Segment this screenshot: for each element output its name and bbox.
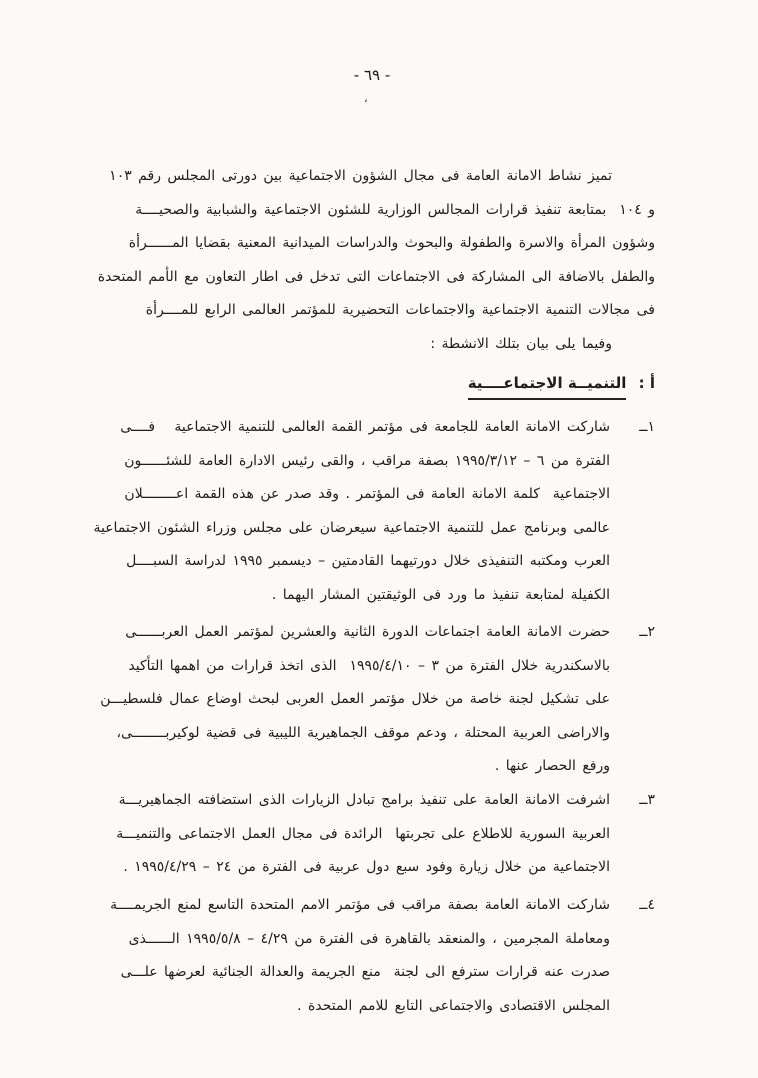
list-item-3: [102, 784, 655, 885]
item-line: بالاسكندرية خلال الفترة من ٣ – ١٩٩٥/٤/١٠ الذى اتخذ قرارات من اهمها التأكيد: [128, 657, 610, 674]
list-item-2: [102, 616, 655, 784]
item-line: على تشكيل لجنة خاصة من خلال مؤتمر العمل العربى لبحث اوضاع عمال فلسطيـــن: [100, 691, 610, 708]
item-line: شاركت الامانة العامة للجامعة فى مؤتمر القمة العالمى للتنمية الاجتماعية فــــى: [120, 419, 610, 435]
item-line: صدرت عنه قرارات سترفع الى لجنة منع الجريمة والعدالة الجنائية لعرضها علـــى: [120, 964, 610, 981]
item-line: العربية السورية للاطلاع على تجربتها الرائدة فى مجال العمل الاجتماعى والتنميـــة: [116, 825, 610, 842]
intro-line: وفيما يلى بيان بتلك الانشطة :: [430, 335, 612, 352]
item-line: المجلس الاقتصادى والاجتماعى التابع للامم المتحدة .: [297, 997, 610, 1014]
list-item-1: [93, 411, 655, 613]
intro-line: تميز نشاط الامانة العامة فى مجال الشؤون الاجتماعية بين دورتى المجلس رقم ١٠٣: [109, 168, 612, 184]
item-line: اشرفت الامانة العامة على تنفيذ برامج تبادل الزيارات الذى استضافته الجماهيريـــة: [118, 792, 610, 808]
item-line: والاراضى العربية المحتلة ، ودعم موقف الجماهيرية الليبية فى قضية لوكيربــــــــى،: [116, 724, 610, 741]
item-number: ٤ــ: [639, 897, 655, 913]
item-line: حضرت الامانة العامة اجتماعات الدورة الثانية والعشرين لمؤتمر العمل العربــــــى: [125, 624, 610, 640]
section-heading-title: التنميــة الاجتماعــــية: [468, 374, 627, 400]
item-line: الفترة من ٦ – ١٩٩٥/٣/١٢ بصفة مراقب ، والقى رئيس الادارة العامة للشئــــــون: [124, 452, 610, 469]
intro-paragraph: [97, 160, 655, 362]
page-number: - ٦٩ -: [353, 66, 391, 84]
item-line: عالمى وبرنامج عمل للتنمية الاجتماعية سيعرضان على مجلس وزراء الشئون الاجتماعية: [93, 519, 610, 536]
item-line: الاجتماعية من خلال زيارة وفود سبع دول عربية فى الفترة من ٢٤ – ١٩٩٥/٤/٢٩ .: [123, 859, 610, 876]
scan-artifact-dot: ،: [364, 92, 368, 105]
item-text: [93, 411, 610, 613]
item-line: الكفيلة لمتابعة تنفيذ ما ورد فى الوثيقتين المشار اليهما .: [271, 586, 610, 603]
item-text: [102, 889, 610, 1023]
intro-line: و ١٠٤ بمتابعة تنفيذ قرارات المجالس الوزارية للشئون الاجتماعية والشبابية والصحيــــة: [135, 201, 655, 218]
intro-line: وشؤون المرأة والاسرة والطفولة والبحوث والدراسات الميدانية المعنية بقضايا المــــــرأة: [128, 235, 655, 252]
intro-line: والطفل بالاضافة الى المشاركة فى الاجتماعات التى تدخل فى اطار التعاون مع الأمم المتحدة: [97, 268, 655, 285]
item-line: ومعاملة المجرمين ، والمنعقد بالقاهرة فى الفترة من ٤/٢٩ – ١٩٩٥/٥/٨ الــــــذى: [128, 930, 610, 947]
item-line: الاجتماعية كلمة الامانة العامة فى المؤتمر . وقد صدر عن هذه القمة اعــــــــلان: [124, 486, 610, 503]
item-line: ورفع الحصار عنها .: [494, 758, 610, 775]
item-number: ١ــ: [639, 419, 655, 435]
item-text: [102, 784, 610, 885]
item-line: شاركت الامانة العامة بصفة مراقب فى مؤتمر الامم المتحدة التاسع لمنع الجريمــــة: [110, 897, 610, 913]
item-number: ٣ــ: [639, 792, 655, 808]
list-item-4: [102, 889, 655, 1023]
item-line: العرب ومكتبه التنفيذى خلال دورتيهما القادمتين – ديسمبر ١٩٩٥ لدراسة السبــــل: [126, 553, 610, 570]
item-number: ٢ــ: [639, 624, 655, 640]
section-heading: [102, 374, 655, 392]
section-heading-label: أ :: [638, 374, 655, 392]
item-text: [102, 616, 610, 784]
intro-line: فى مجالات التنمية الاجتماعية والاجتماعات التحضيرية للمؤتمر العالمى الرابع للمــــرأة: [145, 302, 655, 319]
